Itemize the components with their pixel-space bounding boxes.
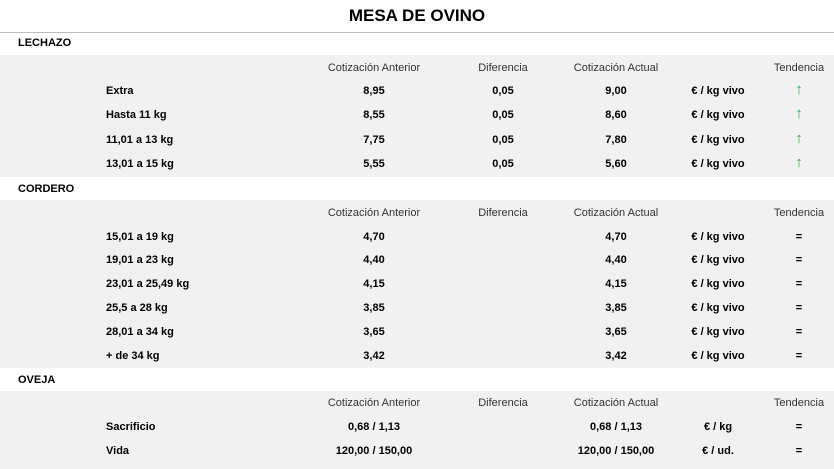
unit-label: € / kg vivo [691, 254, 745, 266]
row-label: + de 34 kg [106, 350, 160, 362]
cotizacion-actual-value: 4,40 [605, 254, 627, 266]
header-tendencia: Tendencia [773, 397, 825, 409]
row-label: 11,01 a 13 kg [106, 134, 174, 146]
cotizacion-actual-value: 4,70 [605, 231, 627, 243]
up-arrow-icon: ↑ [795, 81, 803, 98]
header-cotizacion-anterior: Cotización Anterior [327, 62, 421, 74]
cotizacion-actual-value: 4,15 [605, 278, 627, 290]
row-label: 25,5 a 28 kg [106, 302, 168, 314]
cotizacion-anterior-value: 8,55 [363, 109, 385, 121]
cotizacion-anterior-value: 3,65 [363, 326, 385, 338]
row-label: Hasta 11 kg [106, 109, 167, 121]
unit-label: € / ud. [702, 445, 734, 457]
cotizacion-anterior-value: 4,70 [363, 231, 385, 243]
cotizacion-anterior-value: 5,55 [363, 158, 385, 170]
cotizacion-anterior-value: 4,40 [363, 254, 385, 266]
row-label: 23,01 a 25,49 kg [106, 278, 190, 290]
equal-icon: = [795, 254, 803, 266]
header-cotizacion-actual: Cotización Actual [573, 207, 659, 219]
cotizacion-anterior-value: 0,68 / 1,13 [348, 421, 400, 433]
diferencia-value: 0,05 [492, 134, 514, 146]
equal-icon: = [795, 326, 803, 338]
equal-icon: = [795, 350, 803, 362]
header-tendencia: Tendencia [773, 62, 825, 74]
cotizacion-anterior-value: 3,42 [363, 350, 385, 362]
up-arrow-icon: ↑ [795, 154, 803, 171]
cotizacion-actual-value: 8,60 [605, 109, 627, 121]
up-arrow-icon: ↑ [795, 130, 803, 147]
equal-icon: = [795, 278, 803, 290]
cotizacion-actual-value: 5,60 [605, 158, 627, 170]
header-cotizacion-anterior: Cotización Anterior [327, 397, 421, 409]
row-label: Extra [106, 85, 134, 97]
row-label: 28,01 a 34 kg [106, 326, 174, 338]
header-cotizacion-actual: Cotización Actual [573, 397, 659, 409]
unit-label: € / kg vivo [691, 326, 745, 338]
header-diferencia: Diferencia [478, 397, 528, 409]
cotizacion-anterior-value: 4,15 [363, 278, 385, 290]
unit-label: € / kg vivo [691, 85, 745, 97]
header-tendencia: Tendencia [773, 207, 825, 219]
cotizacion-actual-value: 7,80 [605, 134, 627, 146]
cotizacion-anterior-value: 8,95 [363, 85, 385, 97]
equal-icon: = [795, 302, 803, 314]
diferencia-value: 0,05 [492, 109, 514, 121]
section-title-lechazo: LECHAZO [18, 37, 72, 49]
cotizacion-actual-value: 9,00 [605, 85, 627, 97]
unit-label: € / kg vivo [691, 231, 745, 243]
header-cotizacion-anterior: Cotización Anterior [327, 207, 421, 219]
equal-icon: = [795, 445, 803, 457]
cotizacion-anterior-value: 7,75 [363, 134, 385, 146]
unit-label: € / kg vivo [691, 109, 745, 121]
cotizacion-actual-value: 3,42 [605, 350, 627, 362]
unit-label: € / kg [703, 421, 733, 433]
up-arrow-icon: ↑ [795, 105, 803, 122]
section-title-cordero: CORDERO [18, 183, 75, 195]
page-title: MESA DE OVINO [0, 0, 834, 33]
cotizacion-actual-value: 120,00 / 150,00 [577, 445, 655, 457]
row-label: 19,01 a 23 kg [106, 254, 174, 266]
header-diferencia: Diferencia [478, 62, 528, 74]
row-label: Sacrificio [106, 421, 156, 433]
cotizacion-actual-value: 0,68 / 1,13 [590, 421, 642, 433]
diferencia-value: 0,05 [492, 158, 514, 170]
unit-label: € / kg vivo [691, 158, 745, 170]
header-diferencia: Diferencia [478, 207, 528, 219]
row-label: 15,01 a 19 kg [106, 231, 174, 243]
unit-label: € / kg vivo [691, 302, 745, 314]
equal-icon: = [795, 421, 803, 433]
diferencia-value: 0,05 [492, 85, 514, 97]
unit-label: € / kg vivo [691, 278, 745, 290]
unit-label: € / kg vivo [691, 350, 745, 362]
equal-icon: = [795, 231, 803, 243]
cotizacion-anterior-value: 120,00 / 150,00 [335, 445, 413, 457]
header-cotizacion-actual: Cotización Actual [573, 62, 659, 74]
cotizacion-actual-value: 3,85 [605, 302, 627, 314]
row-label: 13,01 a 15 kg [106, 158, 174, 170]
unit-label: € / kg vivo [691, 134, 745, 146]
section-title-oveja: OVEJA [18, 374, 56, 386]
cotizacion-anterior-value: 3,85 [363, 302, 385, 314]
row-label: Vida [106, 445, 130, 457]
cotizacion-actual-value: 3,65 [605, 326, 627, 338]
